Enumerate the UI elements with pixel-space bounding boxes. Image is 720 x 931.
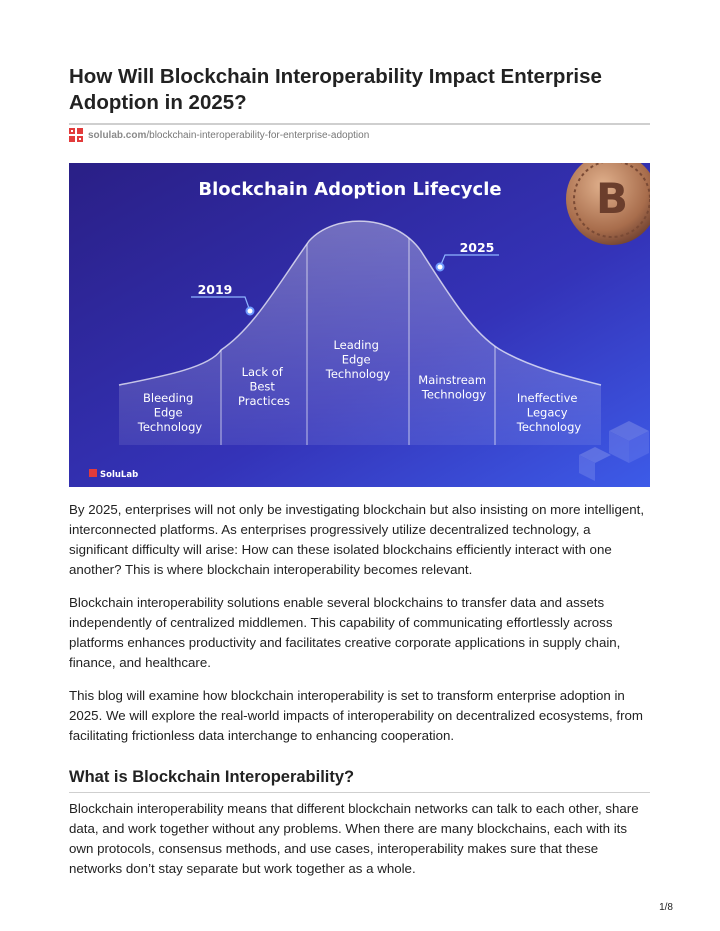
- article-title: How Will Blockchain Interoperability Impact Enterprise Adoption in 2025?: [69, 65, 602, 114]
- source-domain: solulab.com: [88, 129, 147, 141]
- stage-2-line-2: Best: [249, 379, 275, 394]
- page-indicator: 1/8: [659, 902, 673, 913]
- stage-mainstream: [418, 373, 489, 402]
- source-path: /blockchain-interoperability-for-enterprise-adoption: [146, 129, 370, 141]
- stage-4-line-1: Mainstream: [418, 373, 487, 387]
- stage-1-line-3: Technology: [137, 420, 203, 434]
- title-divider: [69, 123, 650, 125]
- hero-brand-label: SoluLab: [100, 470, 139, 480]
- stage-5-line-2: Legacy: [526, 405, 568, 420]
- marker-2019-label: 2019: [197, 282, 233, 297]
- section-heading: What is Blockchain Interoperability?: [69, 768, 355, 786]
- hero-title: Blockchain Adoption Lifecycle: [198, 179, 502, 200]
- intro-paragraph-2: Blockchain interoperability solutions enable several blockchains to transfer data and assets independently of centralized middlemen. This capability of communicating effortlessly across platforms enhances productivity and facilitates creative corporate applications in supply chain, finance, and healthcare.: [69, 595, 621, 670]
- solulab-logo-icon: [69, 128, 83, 142]
- stage-2-line-1: Lack of: [241, 365, 283, 379]
- stage-1-line-1: Bleeding: [143, 391, 194, 405]
- stage-3-line-3: Technology: [325, 367, 391, 381]
- stage-1-line-2: Edge: [153, 405, 183, 420]
- marker-2025-label: 2025: [459, 240, 495, 255]
- stage-2-line-3: Practices: [238, 394, 290, 408]
- source-line[interactable]: [69, 128, 369, 142]
- intro-paragraph-3: This blog will examine how blockchain interoperability is set to transform enterprise adoption in 2025. We will explore the real-world impacts of interoperability on decentralized ecosystems, from facilitating frictionless data interchange to enhancing cooperation.: [69, 688, 643, 743]
- hero-image: [69, 163, 650, 487]
- stage-3-line-2: Edge: [341, 352, 371, 367]
- section-paragraph: Blockchain interoperability means that different blockchain networks can talk to each other, share data, and work together without any problems. When there are many blockchains, each with its own protocols, consensus methods, and use cases, interoperability makes sure that these networks don’t stay separate but work together as a whole.: [69, 801, 639, 876]
- stage-3-line-1: Leading: [333, 338, 379, 352]
- stage-5-line-3: Technology: [516, 420, 582, 434]
- intro-paragraph-1: By 2025, enterprises will not only be investigating blockchain but also insisting on more intelligent, interconnected platforms. As enterprises progressively utilize decentralized technology, a significant difficulty will arise: How can these isolated blockchains efficiently interact with one another? This is where blockchain interoperability becomes relevant.: [69, 502, 645, 577]
- section-divider: [69, 792, 650, 793]
- stage-4-line-2: Technology: [421, 387, 487, 402]
- svg-text:B: B: [595, 174, 629, 223]
- hero-brand-icon: [89, 469, 97, 477]
- source-url[interactable]: [88, 130, 369, 141]
- stage-5-line-1: Ineffective: [516, 391, 578, 405]
- adoption-lifecycle-graphic: [69, 163, 650, 487]
